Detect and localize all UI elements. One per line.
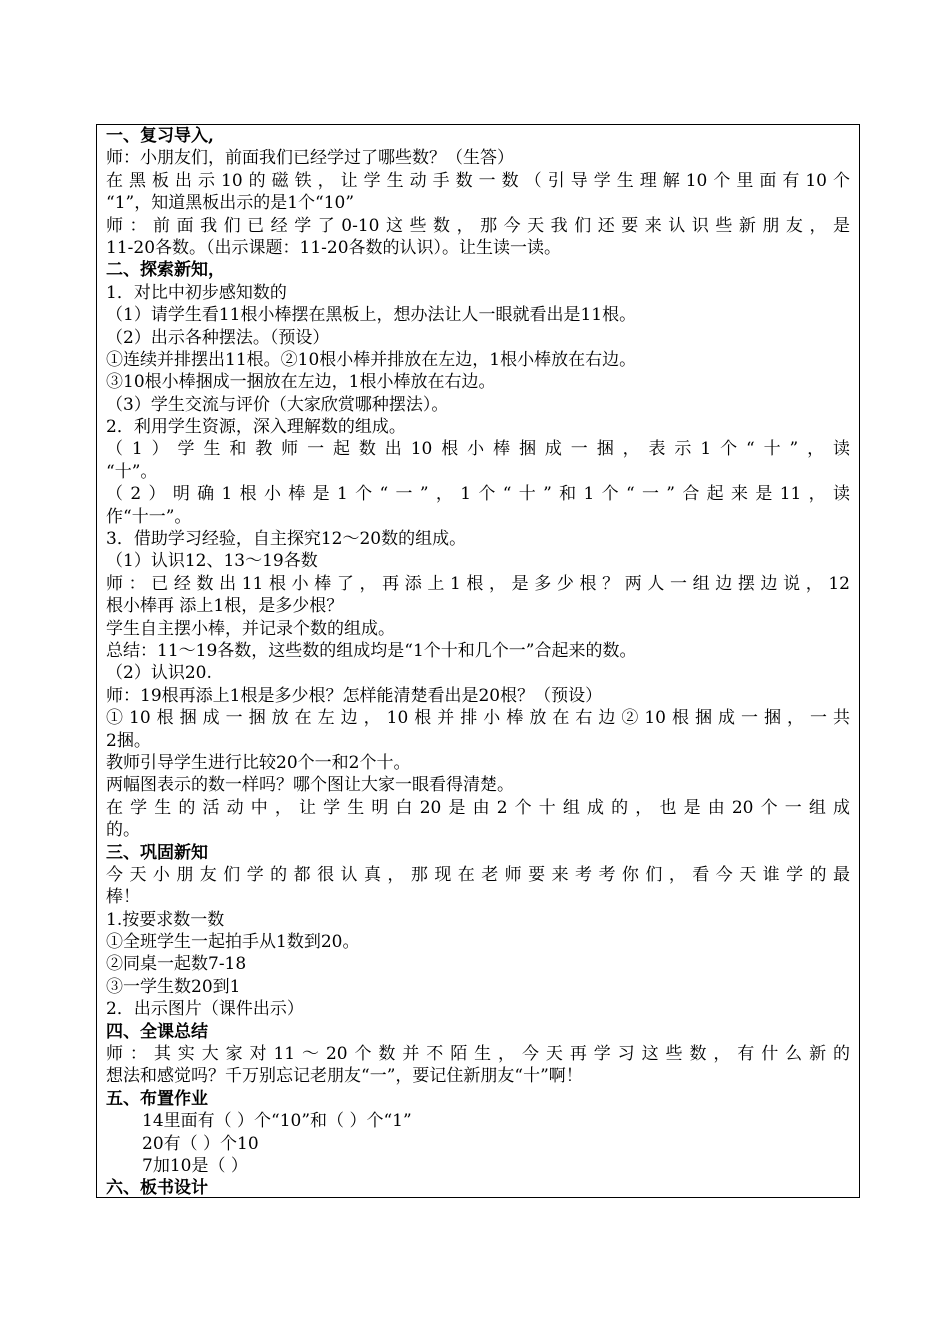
text-line: 师：其实大家对11～20个数并不陌生，今天再学习这些数，有什么新的	[106, 1044, 850, 1065]
text-line: 教师引导学生进行比较20个一和2个十。	[106, 752, 411, 773]
text-line: 在学生的活动中，让学生明白20是由2个十组成的，也是由20个一组成	[106, 797, 850, 818]
text-line: 14里面有（ ）个“10”和（ ）个“1”	[142, 1111, 412, 1132]
text-line: 作“十一”。	[106, 506, 192, 527]
text-line: 棒！	[106, 887, 140, 908]
text-line: 今天小朋友们学的都很认真，那现在老师要来考考你们，看今天谁学的最	[106, 864, 850, 885]
section-heading: 一、复习导入,	[106, 126, 214, 146]
text-line: 在黑板出示10的磁铁，让学生动手数一数（引导学生理解10个里面有10个	[106, 170, 850, 191]
text-line: 学生自主摆小棒，并记录个数的组成。	[106, 618, 395, 639]
text-line: 2．利用学生资源，深入理解数的组成。	[106, 417, 406, 438]
text-line: 1．对比中初步感知数的	[106, 282, 287, 303]
text-line: （2）出示各种摆法。（预设）	[106, 327, 330, 348]
section-heading: 四、全课总结	[106, 1021, 208, 1042]
text-line: ③一学生数20到1	[106, 976, 241, 997]
text-line: （1）请学生看11根小棒摆在黑板上，想办法让人一眼就看出是11根。	[106, 305, 637, 326]
text-line: 7加10是（ ）	[142, 1155, 248, 1176]
text-line: 师：19根再添上1根是多少根？怎样能清楚看出是20根？（预设）	[106, 685, 603, 706]
text-line: 的。	[106, 820, 140, 841]
text-line: 2捆。	[106, 730, 151, 751]
text-line: （1）学生和教师一起数出10根小棒捆成一捆，表示1个“十”，读	[106, 439, 850, 460]
text-line: ①10根捆成一捆放在左边，10根并排小棒放在右边②10根捆成一捆，一共	[106, 708, 850, 729]
text-line: 1.按要求数一数	[106, 909, 225, 930]
text-line: 师：已经数出11根小棒了，再添上1根，是多少根？两人一组边摆边说，12	[106, 573, 850, 594]
text-line: 11-20各数。（出示课题：11-20各数的认识）。让生读一读。	[106, 237, 562, 258]
text-line: “1”，知道黑板出示的是1个“10”	[106, 193, 355, 214]
section-heading: 六、板书设计	[106, 1178, 208, 1199]
text-line: （1）认识12、13～19各数	[106, 551, 318, 572]
text-line: （3）学生交流与评价（大家欣赏哪种摆法）。	[106, 394, 449, 415]
text-line: ③10根小棒捆成一捆放在左边，1根小棒放在右边。	[106, 372, 496, 393]
text-line: 师：前面我们已经学了0-10这些数，那今天我们还要来认识些新朋友，是	[106, 215, 850, 236]
text-line: ②同桌一起数7-18	[106, 954, 247, 975]
text-line: （2）明确1根小棒是1个“一”，1个“十”和1个“一”合起来是11，读	[106, 484, 850, 505]
text-line: 总结：11～19各数，这些数的组成均是“1个十和几个一”合起来的数。	[106, 640, 637, 661]
section-heading: 三、巩固新知	[106, 842, 208, 863]
text-line: 20有（ ）个10	[142, 1133, 259, 1154]
text-line: ①全班学生一起拍手从1数到20。	[106, 932, 360, 953]
text-line: （2）认识20.	[106, 663, 212, 684]
section-heading: 二、探索新知，	[106, 260, 225, 281]
text-line: 师：小朋友们，前面我们已经学过了哪些数？（生答）	[106, 148, 514, 169]
section-heading: 五、布置作业	[106, 1088, 208, 1109]
text-line: “十”。	[106, 461, 158, 482]
text-line: 想法和感觉吗？千万别忘记老朋友“一”，要记住新朋友“十”啊！	[106, 1066, 583, 1087]
lesson-plan-frame	[96, 124, 860, 1198]
text-line: 两幅图表示的数一样吗？哪个图让大家一眼看得清楚。	[106, 775, 514, 796]
text-line: 根小棒再 添上1根，是多少根？	[106, 596, 344, 617]
text-line: 2．出示图片（课件出示）	[106, 999, 304, 1020]
text-line: 3．借助学习经验，自主探究12～20数的组成。	[106, 529, 467, 550]
text-line: ①连续并排摆出11根。②10根小棒并排放在左边，1根小棒放在右边。	[106, 349, 637, 370]
